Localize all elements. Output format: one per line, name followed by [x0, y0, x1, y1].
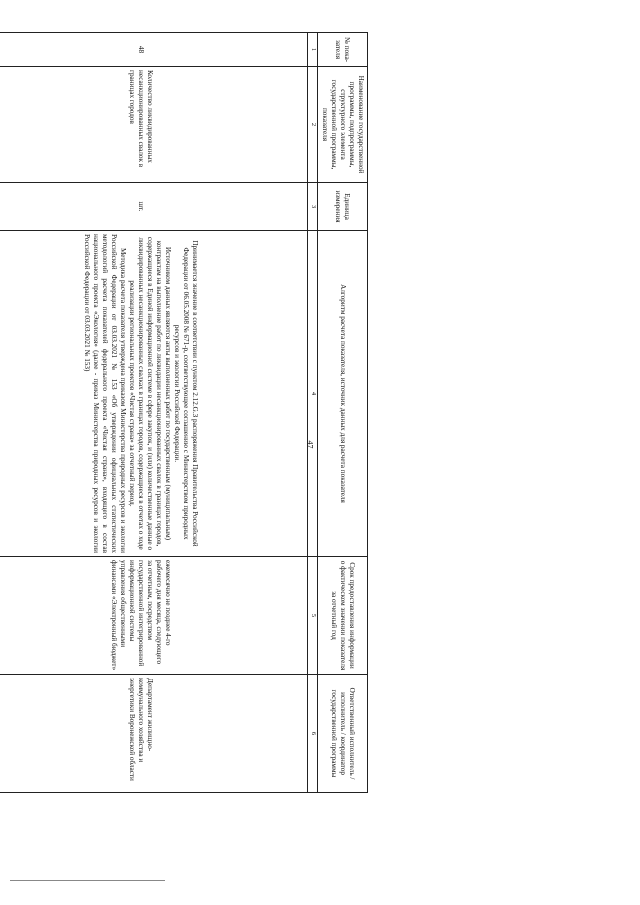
row-unit: шт. — [0, 183, 308, 231]
header-unit: Единица измерения — [318, 183, 368, 231]
page-number: 47 — [305, 440, 315, 449]
header-deadline: Срок предоставления информации о фактическом значении показателя за отчетный год — [318, 557, 368, 675]
header-responsible: Ответственный исполнитель / исполнитель / координатор государственной программы — [318, 675, 368, 793]
algorithm-paragraph-3: Методика расчета показателя утверждена приказом Министерства природных ресурсов и экологии Российской Федерации от 03.03.2021 № 153 «Об утверждении официальных статистических методологий расчета показателей федерального проекта «Чистая страна», входящего в состав национального проекта «Экология» (далее - приказ Министерства природных ресурсов и экологии Российской Федерации от 03.03.2021 № 153) — [83, 234, 127, 553]
row-algorithm — [0, 231, 308, 557]
table-header-row — [318, 33, 368, 793]
footnote-divider — [10, 880, 165, 881]
header-algorithm: Алгоритм расчета показателя, источник данных для расчета показателя — [318, 231, 368, 557]
algorithm-paragraph-1: Принимается значение в соответствии с пунктом 2.12.G.3 распоряжения Правительства Российской Федерации от 06.05.2008 № 671-р, соответствующее соглашению с Министерством природных ресурсов и экологии Российской Федерации. — [173, 240, 199, 547]
row-responsible: Департамент жилищно-коммунального хозяйства и энергетики Воронежской области — [0, 675, 308, 793]
row-indicator-name: Количество ликвидированных несанкционированных свалок в границах городов — [0, 67, 308, 183]
header-indicator-name: Наименование государственной программы, подпрограммы, структурного элемента государственной программы, показателя — [318, 67, 368, 183]
row-number: 48 — [0, 33, 308, 67]
column-number: 5 — [308, 557, 318, 675]
column-number-row — [308, 33, 318, 793]
table-row — [0, 33, 308, 793]
indicator-table — [0, 32, 368, 793]
header-indicator-number: № пока-зателя — [318, 33, 368, 67]
algorithm-paragraph-2: Источником данных являются акты выполненных работ по государственным (муниципальным) контрактам на выполнение работ по ликвидации несанкционированных свалок в границах городов, содержащиеся в Единой информационной системе в сфере закупок, и (или) количественные данные о ликвидированных несанкционированных свалках в границах городов, содержащиеся в отчетах о ходе реализации региональных проектов «Чистая страна» за отчетный период. — [128, 236, 172, 551]
column-number: 1 — [308, 33, 318, 67]
row-deadline: ежемесячно не позднее 4-го рабочего дня месяца, следующего за отчетным, посредством государственной интегрированной информационной системы управления общественными финансами «Электронный бюджет» — [0, 557, 308, 675]
indicator-table-rotated — [0, 32, 368, 792]
column-number: 4 — [308, 231, 318, 557]
column-number: 6 — [308, 675, 318, 793]
column-number: 3 — [308, 183, 318, 231]
column-number: 2 — [308, 67, 318, 183]
